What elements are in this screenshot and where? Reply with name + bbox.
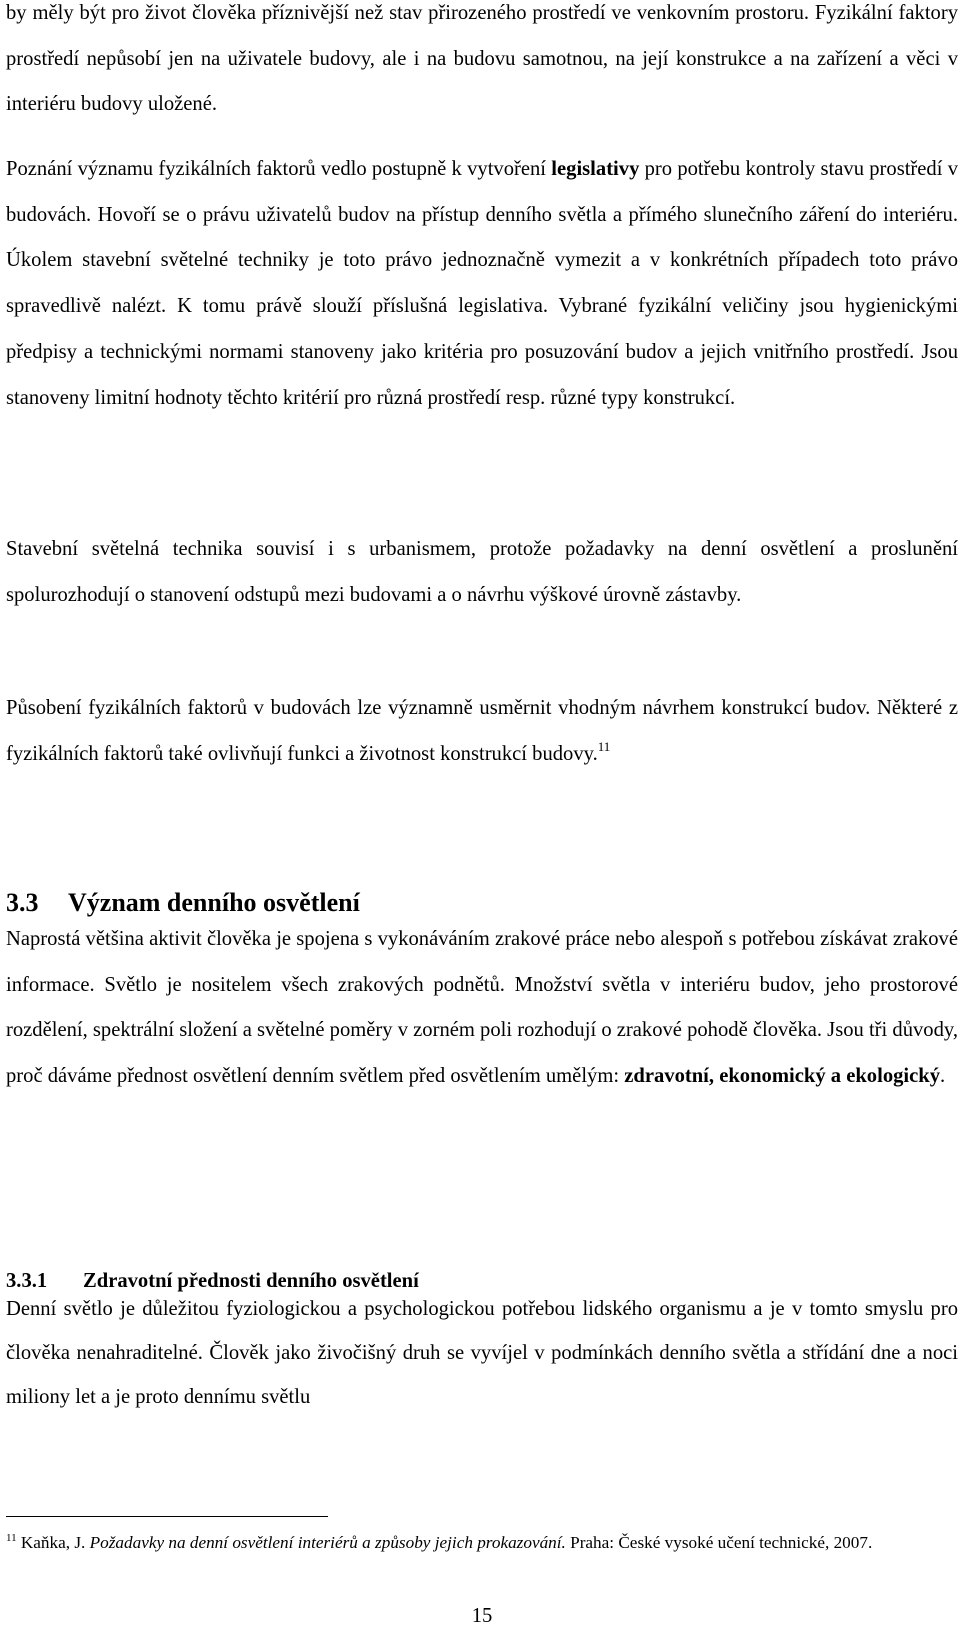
page-number: 15 (471, 1605, 493, 1627)
emphasis-reasons: zdravotní, ekonomický a ekologický (624, 1065, 941, 1088)
paragraph-daylight-importance (6, 917, 958, 1100)
paragraph-text: pro potřebu kontroly stavu prostředí v budovách. Hovoří se o právu uživatelů budov na přístup denního světla a přímého slunečního záření do interiéru. Úkolem stavební světelné techniky je toto právo jednoznačně vymezit a v konkrétních případech toto právo spravedlivě nalézt. K tomu právě slouží příslušná legislativa. Vybrané fyzikální veličiny jsou hygienickými předpisy a technickými normami stanoveny jako kritéria pro posuzování budov a jejich vnitřního prostředí. Jsou stanoveny limitní hodnoty těchto kritérií pro různá prostředí resp. různé typy konstrukcí. (6, 158, 958, 409)
subsection-number: 3.3.1 (6, 1270, 48, 1292)
section-heading (6, 885, 360, 921)
paragraph-health-benefits (6, 1287, 958, 1419)
paragraph-text: Působení fyzikálních faktorů v budovách lze významně usměrnit vhodným návrhem konstrukcí budov. Některé z fyzikálních faktorů také ovlivňují funkci a životnost konstrukcí budovy. (6, 697, 958, 765)
section-title: Význam denního osvětlení (68, 888, 360, 917)
section-number: 3.3 (6, 888, 39, 917)
emphasis-legislation: legislativy (551, 158, 640, 180)
paragraph-text: Poznání významu fyzikálních faktorů vedlo postupně k vytvoření (6, 158, 552, 180)
footnote-separator (6, 1516, 328, 1517)
paragraph-urbanism (6, 527, 958, 618)
footnote (6, 1528, 958, 1557)
paragraph-text: . (940, 1065, 946, 1088)
footnote-marker: 11 (6, 1532, 17, 1544)
paragraph-text: Naprostá většina aktivit člověka je spojena s vykonáváním zrakové práce nebo alespoň s potřebou získávat zrakové informace. Světlo je nositelem všech zrakových podnětů. Množství světla v interiéru budov, jeho prostorové rozdělení, spektrální složení a světelné poměry v zorném poli rozhodují o zrakové pohodě člověka. Jsou tři důvody, proč dáváme přednost osvětlení denním světlem před osvětlením umělým: (6, 928, 958, 1088)
paragraph-text: by měly být pro život člověka příznivější než stav přirozeného prostředí ve venkovním prostoru. Fyzikální faktory prostředí nepůsobí jen na uživatele budovy, ale i na budovu samotnou, na její konstrukce a na zařízení a věci v interiéru budovy uložené. (6, 2, 958, 116)
footnote-author: Kaňka, J. (16, 1533, 90, 1552)
footnote-reference[interactable]: 11 (597, 738, 611, 754)
paragraph-physical-factors (6, 686, 958, 777)
footnote-publisher: Praha: České vysoké učení technické, 2007. (565, 1533, 873, 1552)
subsection-title: Zdravotní přednosti denního osvětlení (83, 1270, 419, 1292)
document-page (6, 0, 958, 1640)
paragraph-legislation (6, 147, 958, 421)
paragraph-text: Stavební světelná technika souvisí i s urbanismem, protože požadavky na denní osvětlení a proslunění spolurozhodují o stanovení odstupů mezi budovami a o návrhu výškové úrovně zástavby. (6, 538, 958, 606)
paragraph-text: Denní světlo je důležitou fyziologickou a psychologickou potřebou lidského organismu a je v tomto smyslu pro člověka nenahraditelné. Člověk jako živočišný druh se vyvíjel v podmínkách denního světla a střídání dne a noci miliony let a je proto dennímu světlu (6, 1298, 958, 1408)
paragraph-continuation (6, 0, 958, 128)
footnote-title: Požadavky na denní osvětlení interiérů a způsoby jejich prokazování. (89, 1533, 566, 1552)
